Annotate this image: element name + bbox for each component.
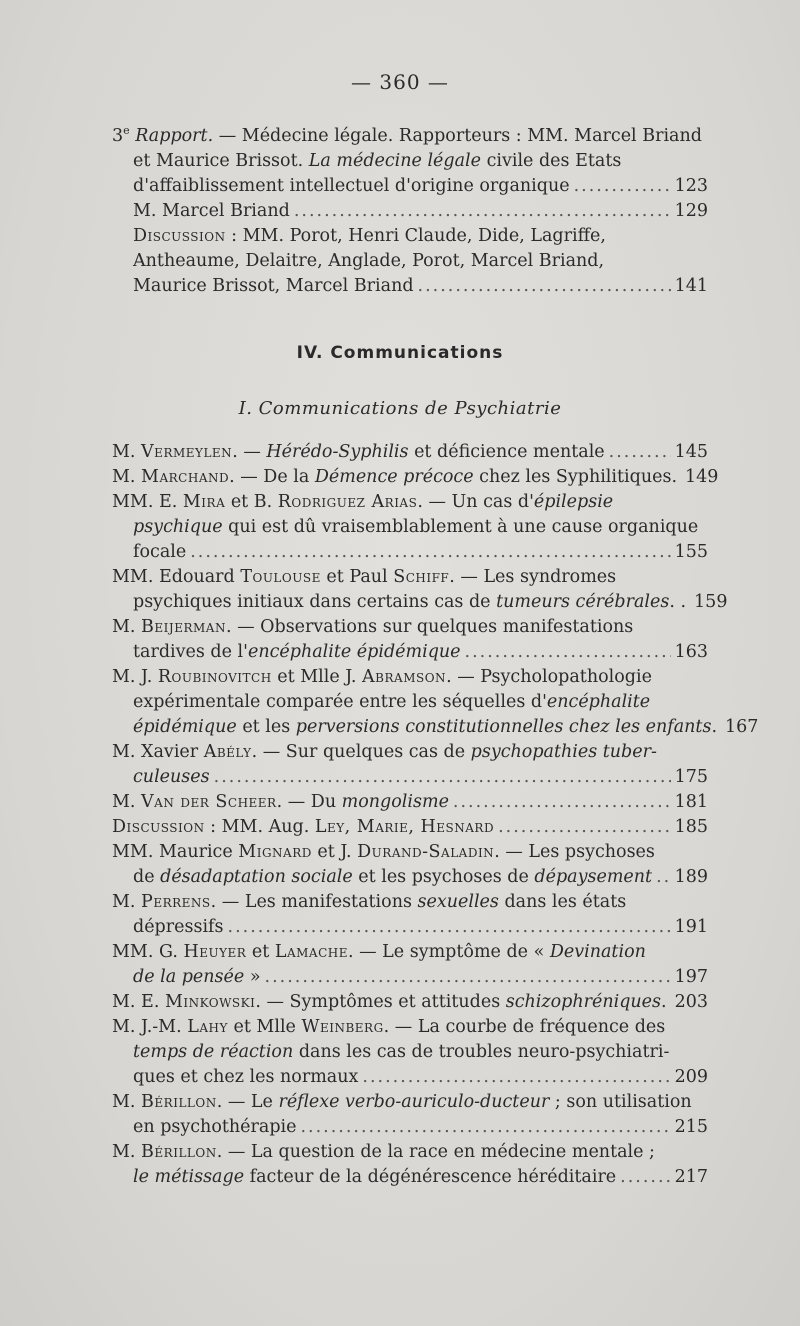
text: . — Psycholopathologie xyxy=(446,667,652,687)
page-ref: 189 xyxy=(674,867,708,887)
text: . — Les manifestations xyxy=(210,892,418,912)
communications-list xyxy=(0,440,800,1190)
rapport-entry xyxy=(112,118,708,299)
text: MM. E. xyxy=(112,492,183,512)
author-name: Rodriguez Arias xyxy=(277,492,418,512)
entry-line xyxy=(112,1115,708,1140)
leader-dots xyxy=(609,440,671,465)
leader-dots xyxy=(294,199,671,224)
text: et J. xyxy=(311,842,358,862)
list-item xyxy=(112,1015,708,1090)
italic-title: épidémique xyxy=(133,717,237,737)
author-name: Minkowski xyxy=(164,992,256,1012)
page-ref: 141 xyxy=(674,275,708,296)
rapport-line2-tail: civile des Etats xyxy=(481,150,622,171)
leader-dots xyxy=(300,1115,670,1140)
entry-line xyxy=(112,1040,708,1065)
leader-dots xyxy=(498,815,671,840)
entry-text xyxy=(112,815,494,840)
author-name: Perrens xyxy=(141,892,211,912)
text: . — Observations sur quelques manifestations xyxy=(225,617,634,637)
entry-line xyxy=(112,715,759,740)
entry-line xyxy=(112,990,708,1015)
text: qui est dû vraisemblablement à une cause organique xyxy=(222,517,699,537)
page-ref: 181 xyxy=(674,792,708,812)
leader-dots xyxy=(465,640,671,665)
page-ref: 217 xyxy=(674,1167,708,1187)
page-ref: 167 xyxy=(725,717,759,737)
text: et xyxy=(246,942,275,962)
discussion-label: Discussion xyxy=(112,817,205,837)
list-item xyxy=(112,815,708,840)
author-name: Roubinovitch xyxy=(157,667,272,687)
text: . — xyxy=(232,442,267,462)
entry-line xyxy=(112,690,708,715)
leader-dots xyxy=(214,765,671,790)
list-item xyxy=(112,1090,708,1140)
text: M. Xavier xyxy=(112,742,204,762)
leader-dots xyxy=(265,965,671,990)
rapport-block xyxy=(0,118,800,299)
author-name: Bérillon xyxy=(141,1142,217,1162)
entry-line xyxy=(112,615,708,640)
text: : MM. Aug. xyxy=(204,817,315,837)
text: M. J.-M. xyxy=(112,1017,188,1037)
text: » xyxy=(244,967,261,987)
text: facteur de la dégénérescence héréditaire xyxy=(244,1167,617,1187)
italic-title: dépaysement xyxy=(534,867,653,887)
author-name: Abély xyxy=(203,742,252,762)
section-title: IV. Communications xyxy=(296,343,504,363)
rapport-line-1 xyxy=(112,118,708,149)
entry-text: en psychothérapie xyxy=(133,1117,297,1137)
italic-title: Hérédo-Syphilis xyxy=(266,442,409,462)
entry-line xyxy=(112,865,708,890)
entry-text xyxy=(133,590,686,615)
page-ref: 191 xyxy=(674,917,708,937)
italic-title: le métissage xyxy=(133,1167,245,1187)
entry-line xyxy=(112,490,708,515)
entry-text xyxy=(133,1165,616,1190)
entry-text xyxy=(112,440,605,465)
page-ref: 145 xyxy=(674,442,708,462)
text: l' xyxy=(237,642,248,662)
list-item xyxy=(112,890,708,940)
entry-line xyxy=(112,565,708,590)
author-name: Ley, Marie, Hesnard xyxy=(314,817,495,837)
italic-title: Devination xyxy=(549,942,646,962)
author-name: Schiff xyxy=(393,567,450,587)
entry-text xyxy=(133,965,261,990)
entry-text: ques et chez les normaux xyxy=(133,1067,359,1087)
text: . — Un cas xyxy=(417,492,518,512)
author-name: Marchand xyxy=(141,467,230,487)
text: . — Symptômes et attitudes xyxy=(255,992,506,1012)
entry-text xyxy=(133,765,210,790)
text: et Paul xyxy=(320,567,394,587)
text: . — La question de la race en médecine mentale ; xyxy=(216,1142,655,1162)
list-item xyxy=(112,565,728,615)
list-item xyxy=(112,490,708,565)
page-ref: 159 xyxy=(694,592,728,612)
italic-title: culeuses xyxy=(133,767,210,787)
italic-title: de la pensée xyxy=(133,967,245,987)
entry-line xyxy=(112,465,719,490)
text: M. xyxy=(112,1092,142,1112)
entry-line xyxy=(112,1140,708,1165)
page-ref: 155 xyxy=(674,542,708,562)
author-name: Mira xyxy=(182,492,226,512)
entry-line xyxy=(112,940,708,965)
entry-text xyxy=(112,990,667,1015)
text: . — Le xyxy=(216,1092,279,1112)
entry-text xyxy=(133,640,461,665)
text: . — La courbe de fréquence des xyxy=(383,1017,666,1037)
text: d' xyxy=(517,492,534,512)
italic-title: perversions constitutionnelles chez les enfants xyxy=(295,717,712,737)
entry-line xyxy=(112,840,708,865)
text: M. xyxy=(112,892,142,912)
page-ref: 203 xyxy=(674,992,708,1012)
entry-line xyxy=(112,1065,708,1090)
italic-title: tumeurs cérébrales xyxy=(496,592,670,612)
text: . — Les psychoses xyxy=(494,842,655,862)
list-item xyxy=(112,990,708,1015)
rapport-line2-text: et Maurice Brissot. xyxy=(133,150,309,171)
entry-line xyxy=(112,815,708,840)
text: M. xyxy=(112,792,142,812)
entry-line xyxy=(112,1090,708,1115)
leader-dots xyxy=(190,540,670,565)
page-ref: 209 xyxy=(674,1067,708,1087)
text: et Mlle J. xyxy=(271,667,363,687)
author-name: Van der Scheer xyxy=(141,792,277,812)
author-name: Beijerman xyxy=(141,617,226,637)
list-item xyxy=(112,940,708,990)
list-item xyxy=(112,665,759,740)
page-ref: 215 xyxy=(674,1117,708,1137)
italic-title: réflexe verbo-auriculo-ducteur xyxy=(278,1092,550,1112)
text: et les xyxy=(236,717,296,737)
text: . xyxy=(661,992,667,1012)
list-item xyxy=(112,740,708,790)
entry-line xyxy=(112,665,708,690)
text: . — Sur quelques cas de xyxy=(251,742,471,762)
italic-title: psychopathies tuber- xyxy=(470,742,657,762)
text: dans les états xyxy=(498,892,627,912)
text: . — Les syndromes xyxy=(449,567,617,587)
italic-title: schizophréniques xyxy=(505,992,662,1012)
rapport-line2-italic: La médecine légale xyxy=(308,150,482,171)
text: M. xyxy=(112,467,142,487)
rapport-line-2 xyxy=(112,149,708,174)
rapport-line1-text: — Médecine légale. Rapporteurs : MM. Marcel Briand xyxy=(213,125,702,146)
italic-title: temps de réaction xyxy=(133,1042,294,1062)
author-name: Toulouse xyxy=(240,567,321,587)
entry-line xyxy=(112,890,708,915)
rapport-number: 3 xyxy=(112,125,124,146)
entry-line xyxy=(112,515,708,540)
text: MM. G. xyxy=(112,942,184,962)
text: . xyxy=(711,717,718,737)
leader-dots xyxy=(620,1165,670,1190)
rapport-label: Rapport. xyxy=(135,125,214,146)
italic-title: désadaptation sociale xyxy=(160,867,353,887)
entry-text: focale xyxy=(133,542,187,562)
text: M. xyxy=(112,442,142,462)
list-item xyxy=(112,790,708,815)
discussion-line1-text: : MM. Porot, Henri Claude, Dide, Lagriffe, xyxy=(225,225,606,246)
leader-dots xyxy=(453,790,671,815)
author-name: Weinberg xyxy=(301,1017,384,1037)
list-item xyxy=(112,1140,708,1190)
discussion-line-2: Antheaume, Delaitre, Anglade, Porot, Marcel Briand, xyxy=(133,250,605,271)
discussion-line3-text: Maurice Brissot, Marcel Briand xyxy=(133,275,414,296)
text: . — Du xyxy=(276,792,342,812)
entry-text: dépressifs xyxy=(133,917,224,937)
text: . — De la xyxy=(229,467,315,487)
rapport-line3-text: d'affaiblissement intellectuel d'origine organique xyxy=(133,175,570,196)
entry-line xyxy=(112,440,708,465)
page-ref: 197 xyxy=(674,967,708,987)
text: chez les Syphilitiques. xyxy=(473,467,678,487)
entry-line xyxy=(112,765,708,790)
italic-title: mongolisme xyxy=(341,792,449,812)
text: dans les cas de troubles neuro-psychiatri- xyxy=(293,1042,670,1062)
page-ref: 129 xyxy=(674,200,708,221)
entry-text xyxy=(112,465,677,490)
entry-line xyxy=(112,1015,708,1040)
author-name: Lamache xyxy=(274,942,348,962)
author-name: Lahy xyxy=(187,1017,228,1037)
text: et déficience mentale xyxy=(408,442,605,462)
text: MM. Maurice xyxy=(112,842,239,862)
italic-title: psychique xyxy=(133,517,223,537)
page-ref: 185 xyxy=(674,817,708,837)
list-item xyxy=(112,615,708,665)
entry-line xyxy=(112,1165,708,1190)
text: d' xyxy=(530,692,547,712)
page-ref: 149 xyxy=(685,467,719,487)
author-name: Durand-Saladin xyxy=(357,842,495,862)
list-item xyxy=(112,840,708,890)
entry-line xyxy=(112,590,728,615)
discussion-label: Discussion xyxy=(133,225,226,246)
text: et Mlle xyxy=(227,1017,302,1037)
author-name: Mignard xyxy=(238,842,312,862)
italic-title: encéphalite xyxy=(546,692,651,712)
leader-dots xyxy=(418,274,671,299)
page-ref: 163 xyxy=(674,642,708,662)
leader-dots xyxy=(228,915,671,940)
text: M. xyxy=(112,1142,142,1162)
entry-text xyxy=(112,790,449,815)
text: et les psychoses de xyxy=(352,867,535,887)
text: . . xyxy=(669,592,687,612)
entry-line xyxy=(112,540,708,565)
rapport-line-4 xyxy=(112,199,708,224)
author-name: Vermeylen xyxy=(141,442,233,462)
rapport-line4-text: M. Marcel Briand xyxy=(133,200,290,221)
author-name: Abramson xyxy=(362,667,447,687)
page-ref: 175 xyxy=(674,767,708,787)
italic-title: Démence précoce xyxy=(314,467,474,487)
text: de xyxy=(133,867,161,887)
italic-title: encéphalite épidémique xyxy=(247,642,461,662)
discussion-line-1 xyxy=(112,224,708,249)
discussion-line-3 xyxy=(112,274,708,299)
entry-line xyxy=(112,915,708,940)
list-item xyxy=(112,465,719,490)
author-name: Bérillon xyxy=(141,1092,217,1112)
subsection-title: I. Communications de Psychiatrie xyxy=(238,398,562,419)
entry-text xyxy=(133,865,652,890)
entry-line xyxy=(112,965,708,990)
leader-dots xyxy=(574,174,671,199)
entry-text xyxy=(133,715,717,740)
rapport-sup: e xyxy=(123,124,130,137)
author-name: Heuyer xyxy=(183,942,247,962)
text: MM. Edouard xyxy=(112,567,241,587)
italic-title: épilepsie xyxy=(533,492,614,512)
leader-dots xyxy=(362,1065,670,1090)
text: M. J. xyxy=(112,667,158,687)
italic-title: sexuelles xyxy=(417,892,499,912)
text: et B. xyxy=(225,492,278,512)
entry-line xyxy=(112,740,708,765)
text: expérimentale comparée entre les séquelles xyxy=(133,692,531,712)
rapport-line-3 xyxy=(112,174,708,199)
entry-line xyxy=(112,640,708,665)
list-item xyxy=(112,440,708,465)
text: psychiques initiaux dans certains cas de xyxy=(133,592,497,612)
text: ; son utilisation xyxy=(549,1092,692,1112)
entry-line xyxy=(112,790,708,815)
page-ref: 123 xyxy=(674,175,708,196)
leader-dots xyxy=(656,865,671,890)
text: M. xyxy=(112,617,142,637)
text: M. E. xyxy=(112,992,165,1012)
page-number: — 360 — xyxy=(351,70,449,94)
text: . — Le symptôme de « xyxy=(347,942,550,962)
text: tardives de xyxy=(133,642,238,662)
